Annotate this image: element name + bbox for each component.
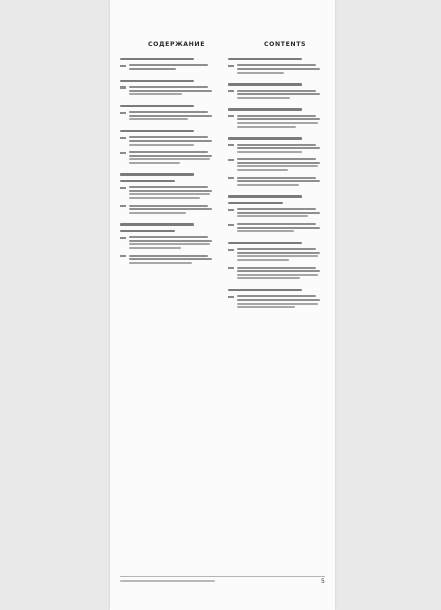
section-heading <box>228 58 302 60</box>
entry-text-line <box>129 136 208 138</box>
section <box>228 137 323 187</box>
entry-page-number <box>228 249 234 251</box>
entry-text-line <box>237 208 316 210</box>
entry-page-number <box>228 177 234 179</box>
contents-entry <box>120 64 215 71</box>
entry-text-line <box>129 93 182 95</box>
entry-text-line <box>129 193 210 195</box>
entry-text-line <box>129 115 212 117</box>
entry-text-line <box>237 230 294 232</box>
entry-text-line <box>237 180 320 182</box>
contents-entry <box>120 136 215 147</box>
entry-page-number <box>228 267 234 269</box>
section-heading <box>120 230 175 232</box>
entry-text-line <box>237 90 316 92</box>
contents-entry <box>120 186 215 200</box>
entry-text-line <box>237 68 320 70</box>
entry-page-number <box>228 209 234 211</box>
entry-text-line <box>129 155 212 157</box>
entry-page-number <box>228 65 234 67</box>
entry-text-line <box>237 184 299 186</box>
section-heading <box>228 242 302 244</box>
entry-text-line <box>237 118 320 120</box>
section-heading <box>228 108 302 110</box>
entry-text-line <box>129 186 208 188</box>
entry-text-line <box>129 247 181 249</box>
entry-page-number <box>228 144 234 146</box>
entry-text-line <box>237 147 320 149</box>
section-heading <box>120 58 194 60</box>
entry-text-line <box>129 255 208 257</box>
entry-page-number <box>120 187 126 189</box>
contents-heading-en: CONTENTS <box>264 41 307 48</box>
section-heading <box>120 80 194 82</box>
section-heading <box>228 289 302 291</box>
section-heading <box>120 180 175 182</box>
entry-text-line <box>129 240 212 242</box>
entry-text-line <box>237 64 316 66</box>
entry-text-line <box>237 270 320 272</box>
entry-text-line <box>237 212 320 214</box>
contents-entry <box>228 177 323 188</box>
section-heading <box>228 137 302 139</box>
section <box>120 58 215 72</box>
contents-entry <box>228 90 323 101</box>
entry-text-line <box>237 277 300 279</box>
section-heading <box>120 130 194 132</box>
section <box>228 195 323 233</box>
section <box>228 83 323 100</box>
entry-text-line <box>237 252 320 254</box>
entry-text-line <box>237 215 308 217</box>
entry-page-number <box>120 152 126 154</box>
contents-entry <box>120 205 215 216</box>
entry-page-number <box>228 159 234 161</box>
entry-page-number <box>120 237 126 239</box>
contents-entry <box>120 236 215 250</box>
entry-text-line <box>129 111 208 113</box>
entry-text-line <box>129 258 212 260</box>
entry-text-line <box>129 236 208 238</box>
contents-entry <box>228 64 323 75</box>
entry-text-line <box>237 169 288 171</box>
contents-entry <box>228 144 323 155</box>
entry-text-line <box>237 299 320 301</box>
entry-text-line <box>237 259 289 261</box>
entry-page-number <box>228 296 234 298</box>
entry-text-line <box>237 126 296 128</box>
entry-text-line <box>129 151 208 153</box>
entry-text-line <box>129 190 212 192</box>
section <box>228 289 323 310</box>
entry-text-line <box>129 64 208 66</box>
contents-entry <box>120 86 215 97</box>
section <box>120 105 215 122</box>
entry-page-number <box>120 112 126 114</box>
entry-text-line <box>129 68 176 70</box>
entry-text-line <box>129 205 208 207</box>
entry-text-line <box>237 122 318 124</box>
entry-page-number <box>120 205 126 207</box>
entry-text-line <box>237 177 316 179</box>
section-heading <box>228 202 283 204</box>
entry-text-line <box>237 158 316 160</box>
page-number: 5 <box>321 578 325 585</box>
section <box>228 58 323 75</box>
contents-column-en <box>228 58 323 314</box>
entry-page-number <box>120 255 126 257</box>
entry-text-line <box>237 295 316 297</box>
entry-page-number <box>120 86 126 88</box>
section <box>120 130 215 166</box>
entry-text-line <box>129 90 212 92</box>
section-heading <box>120 105 194 107</box>
entry-page-number <box>228 90 234 92</box>
entry-text-line <box>237 306 295 308</box>
entry-page-number <box>228 115 234 117</box>
entry-text-line <box>237 97 290 99</box>
contents-entry <box>228 267 323 281</box>
entry-text-line <box>237 72 284 74</box>
entry-text-line <box>129 86 208 88</box>
contents-heading-ru: СОДЕРЖАНИЕ <box>148 41 206 48</box>
entry-text-line <box>237 267 316 269</box>
footer-journal-line <box>120 580 215 582</box>
section <box>120 80 215 97</box>
section <box>228 242 323 281</box>
entry-page-number <box>120 137 126 139</box>
entry-text-line <box>129 158 210 160</box>
entry-text-line <box>129 212 186 214</box>
contents-entry <box>228 248 323 262</box>
entry-text-line <box>237 93 320 95</box>
entry-text-line <box>129 144 194 146</box>
entry-text-line <box>129 243 210 245</box>
entry-text-line <box>129 208 212 210</box>
journal-page <box>110 0 335 610</box>
section-heading <box>120 223 194 225</box>
entry-text-line <box>129 118 188 120</box>
contents-entry <box>120 111 215 122</box>
entry-text-line <box>129 262 192 264</box>
entry-text-line <box>237 223 316 225</box>
entry-text-line <box>237 274 318 276</box>
contents-entry <box>228 158 323 172</box>
entry-text-line <box>237 151 302 153</box>
footer-rule <box>120 576 325 577</box>
section <box>120 173 215 215</box>
section-heading <box>120 173 194 175</box>
entry-text-line <box>237 144 316 146</box>
entry-text-line <box>237 162 320 164</box>
contents-entry <box>120 151 215 165</box>
entry-text-line <box>129 162 180 164</box>
section-heading <box>228 195 302 197</box>
entry-text-line <box>237 227 320 229</box>
contents-entry <box>228 208 323 219</box>
section <box>228 108 323 129</box>
contents-entry <box>120 255 215 266</box>
entry-text-line <box>129 140 212 142</box>
contents-entry <box>228 115 323 129</box>
contents-entry <box>228 295 323 309</box>
entry-text-line <box>237 165 318 167</box>
section-heading <box>228 83 302 85</box>
contents-entry <box>228 223 323 234</box>
entry-text-line <box>237 303 318 305</box>
entry-text-line <box>237 115 316 117</box>
contents-column-ru <box>120 58 215 269</box>
section <box>120 223 215 265</box>
entry-page-number <box>228 224 234 226</box>
entry-text-line <box>237 248 316 250</box>
entry-text-line <box>237 255 318 257</box>
entry-text-line <box>129 197 200 199</box>
entry-page-number <box>120 65 126 67</box>
